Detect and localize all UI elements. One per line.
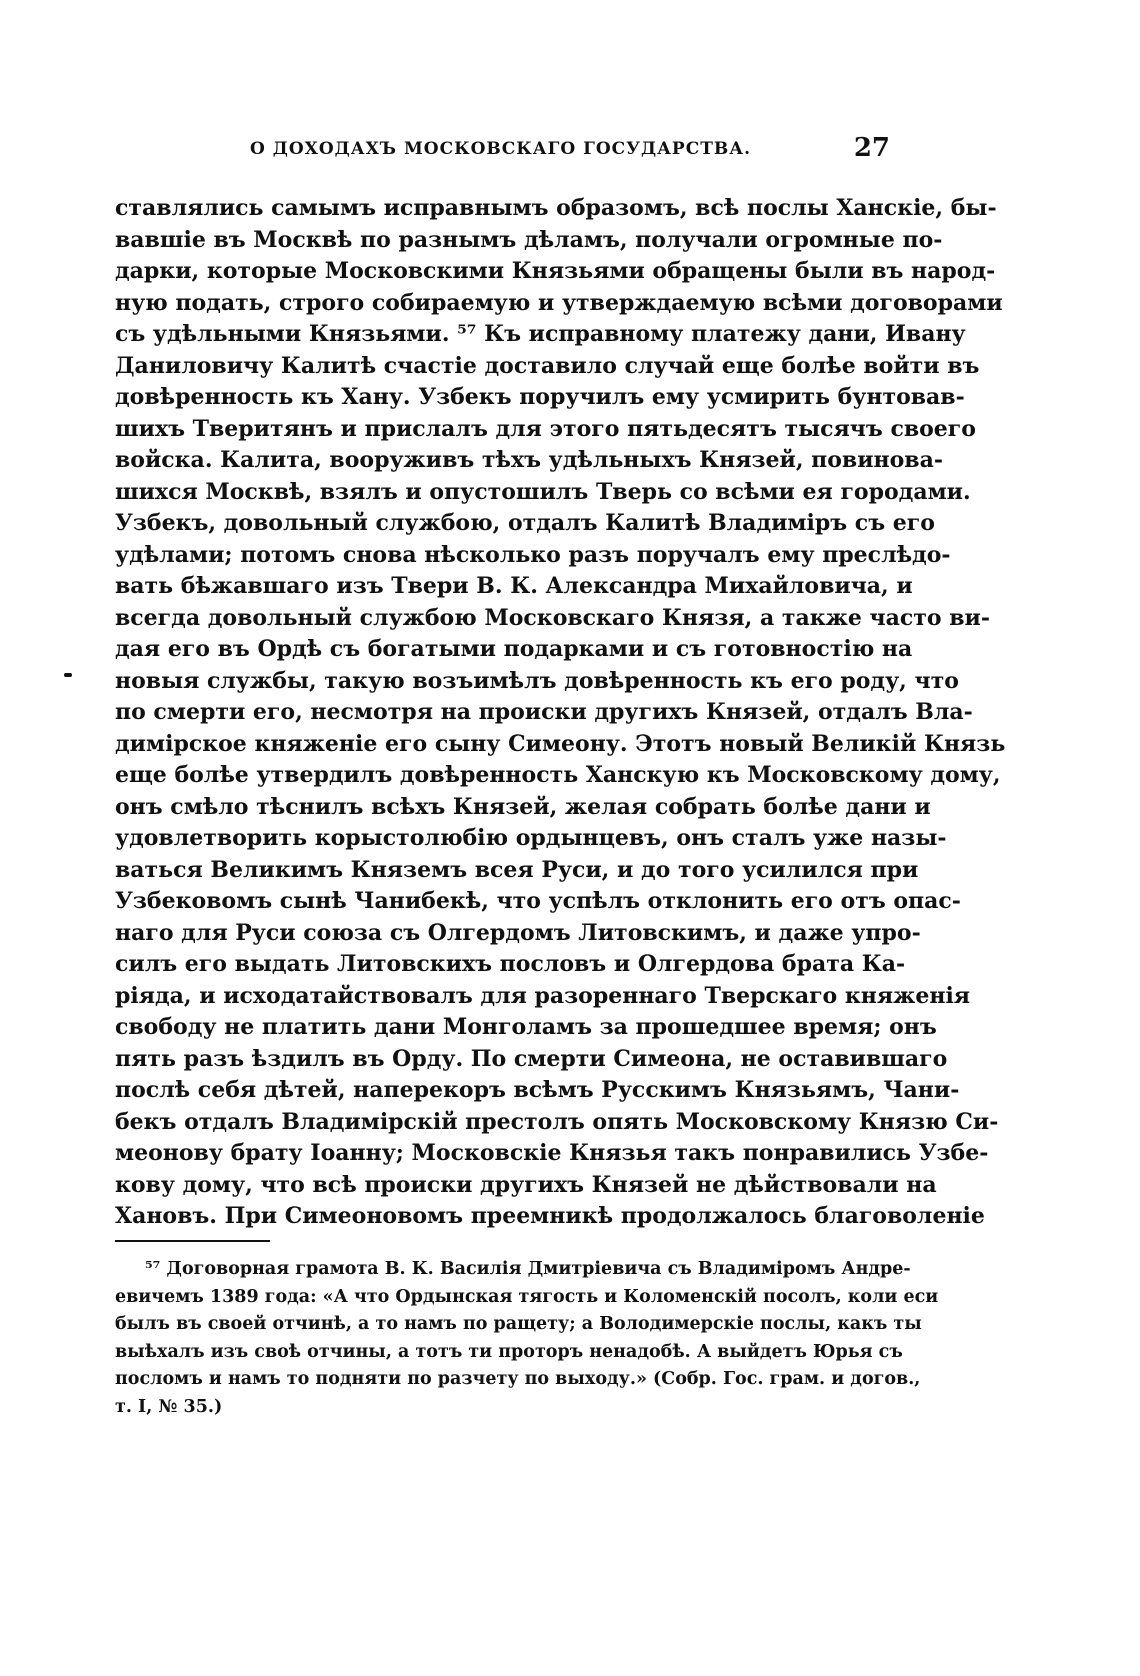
text-line: Узбекъ, довольный службою, отдалъ Калитѣ Владиміръ съ его: [115, 510, 935, 536]
text-line: вать бѣжавшаго изъ Твери В. К. Александра Михайловича, и: [115, 573, 913, 599]
text-line: дая его въ Ордѣ съ богатыми подарками и съ готовностію на: [115, 636, 913, 662]
text-line: еще болѣе утвердилъ довѣренность Ханскую къ Московскому дому,: [115, 762, 1001, 788]
text-line: Хановъ. При Симеоновомъ преемникѣ продолжалось благоволеніе: [115, 1203, 985, 1229]
text-line: войска. Калита, вооруживъ тѣхъ удѣльныхъ Князей, повинова-: [115, 447, 943, 473]
footnote-line: ⁵⁷ Договорная грамота В. К. Василія Дмитріевича съ Владиміромъ Андре-: [145, 1259, 911, 1279]
footnote-line: евичемъ 1389 года: «А что Ордынская тягость и Коломенскій посолъ, коли еси: [115, 1286, 939, 1307]
footnote-line: т. I, № 35.): [115, 1396, 223, 1417]
text-line: новыя службы, такую возъимѣлъ довѣренность къ его роду, что: [115, 667, 959, 694]
footnote-line: посломъ и намъ то подняти по разчету по выходу.» (Собр. Гос. грам. и догов.,: [115, 1369, 921, 1389]
text-line: шихъ Тверитянъ и прислалъ для этого пятьдесятъ тысячъ своего: [115, 415, 976, 442]
text-line: димірское княженіе его сыну Симеону. Этотъ новый Великій Князь: [115, 730, 1006, 757]
footnote-line: былъ въ своей отчинѣ, а то намъ по ращету; а Володимерскіе послы, какъ ты: [115, 1314, 922, 1334]
text-line: ріяда, и исходатайствовалъ для разореннаго Тверскаго княженія: [115, 982, 971, 1009]
footnote: [115, 1256, 939, 1421]
text-line: силъ его выдать Литовскихъ пословъ и Олгердова брата Ка-: [115, 951, 906, 977]
text-line: онъ смѣло тѣснилъ всѣхъ Князей, желая собрать болѣе дани и: [115, 793, 931, 820]
text-line: кову дому, что всѣ происки другихъ Князей не дѣйствовали на: [115, 1171, 937, 1198]
text-line: съ удѣльными Князьями. ⁵⁷ Къ исправному платежу дани, Ивану: [115, 321, 966, 347]
text-line: вавшіе въ Москвѣ по разнымъ дѣламъ, получали огромные по-: [115, 226, 943, 253]
margin-mark: [64, 673, 72, 677]
running-title: О ДОХОДАХЪ МОСКОВСКАГО ГОСУДАРСТВА.: [250, 139, 752, 159]
text-line: Даниловичу Калитѣ счастіе доставило случай еще болѣе войти въ: [115, 352, 980, 379]
text-line: ставлялись самымъ исправнымъ образомъ, всѣ послы Ханскіе, бы-: [115, 195, 997, 221]
footnote-divider: [115, 1240, 270, 1242]
text-line: ную подать, строго собираемую и утверждаемую всѣми договорами: [115, 289, 1003, 316]
text-line: дарки, которые Московскими Князьями обращены были въ народ-: [115, 258, 996, 284]
text-line: удовлетворить корыстолюбію ордынцевъ, онъ сталъ уже назы-: [115, 825, 947, 851]
text-line: меонову брату Іоанну; Московскіе Князья такъ понравились Узбе-: [115, 1140, 989, 1166]
text-line: по смерти его, несмотря на происки другихъ Князей, отдалъ Вла-: [115, 699, 973, 725]
text-line: Узбековомъ сынѣ Чанибекѣ, что успѣлъ отклонить его отъ опас-: [115, 888, 961, 914]
main-text: [115, 193, 1006, 1233]
text-line: ваться Великимъ Княземъ всея Руси, и до того усилился при: [115, 856, 919, 883]
text-line: послѣ себя дѣтей, наперекоръ всѣмъ Русскимъ Князьямъ, Чани-: [115, 1077, 960, 1103]
text-line: свободу не платить дани Монголамъ за прошедшее время; онъ: [115, 1014, 937, 1040]
text-line: пять разъ ѣздилъ въ Орду. По смерти Симеона, не оставившаго: [115, 1045, 948, 1072]
footnote-line: выѣхалъ изъ своѣ отчины, а тотъ ти проторъ ненадобѣ. А выйдетъ Юрья съ: [115, 1341, 903, 1362]
text-line: бекъ отдалъ Владимірскій престолъ опять Московскому Князю Си-: [115, 1108, 999, 1135]
text-line: шихся Москвѣ, взялъ и опустошилъ Тверь со всѣми ея городами.: [115, 478, 971, 505]
text-line: всегда довольный службою Московскаго Князя, а также часто ви-: [115, 604, 990, 631]
page-number: 27: [853, 133, 890, 163]
text-line: наго для Руси союза съ Олгердомъ Литовскимъ, и даже упро-: [115, 919, 921, 946]
page-header: [120, 135, 890, 165]
text-line: довѣренность къ Хану. Узбекъ поручилъ ему усмирить бунтовав-: [115, 384, 965, 410]
text-line: удѣлами; потомъ снова нѣсколько разъ поручалъ ему преслѣдо-: [115, 541, 951, 568]
